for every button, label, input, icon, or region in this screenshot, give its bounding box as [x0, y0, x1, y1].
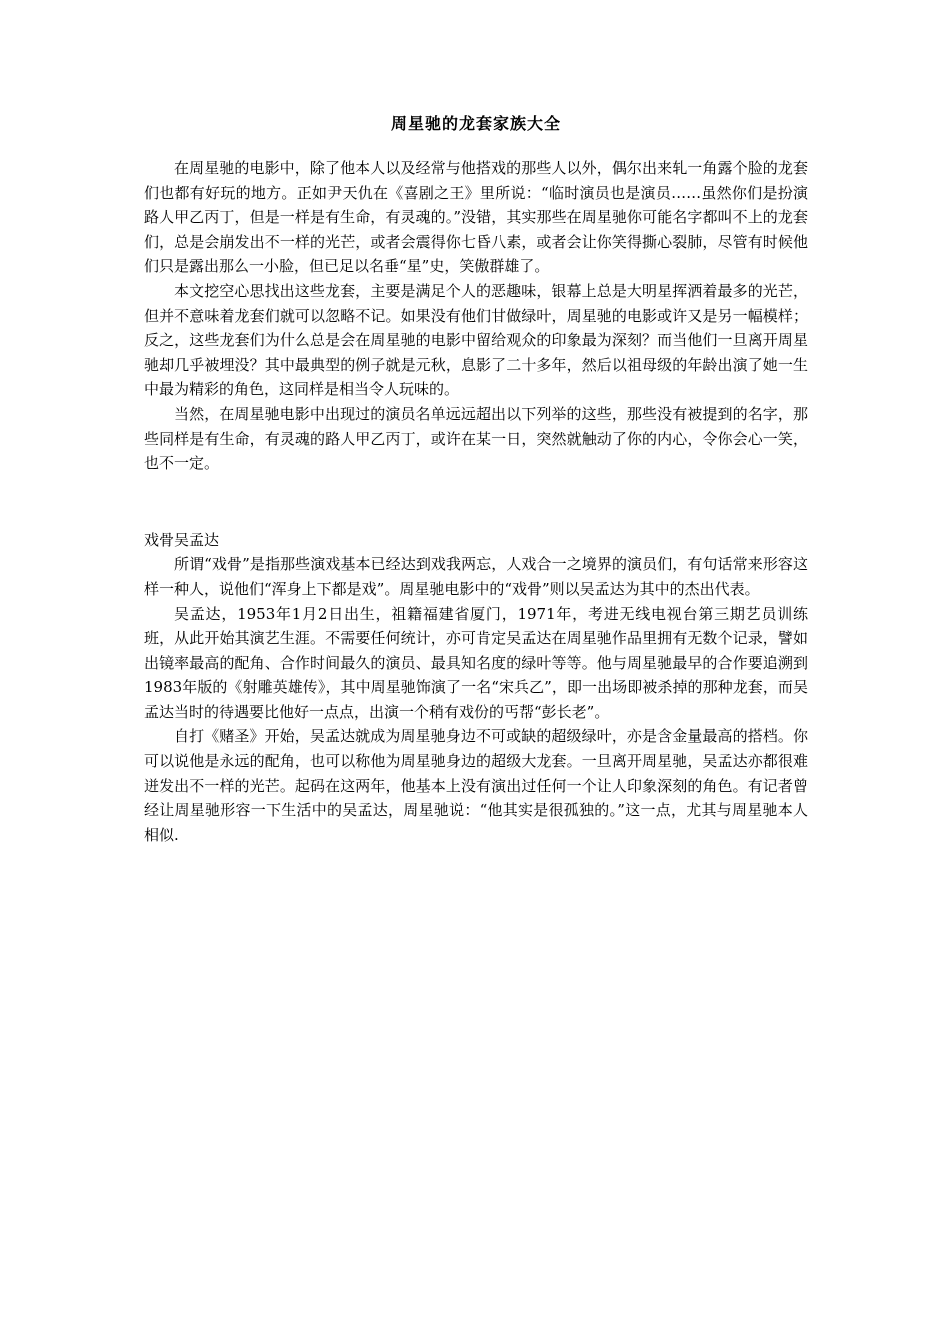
intro-section — [144, 156, 808, 476]
intro-paragraph: 本文挖空心思找出这些龙套，主要是满足个人的恶趣味，银幕上总是大明星挥洒着最多的光芒，但并不意味着龙套们就可以忽略不记。如果没有他们甘做绿叶，周星驰的电影或许又是另一幅模样；反之，这些龙套们为什么总是会在周星驰的电影中留给观众的印象最为深刻？而当他们一旦离开周星驰却几乎被埋没？其中最典型的例子就是元秋，息影了二十多年，然后以祖母级的年龄出演了她一生中最为精彩的角色，这同样是相当令人玩味的。 — [144, 281, 808, 399]
intro-paragraph: 当然，在周星驰电影中出现过的演员名单远远超出以下列举的这些，那些没有被提到的名字，那些同样是有生命，有灵魂的路人甲乙丙丁，或许在某一日，突然就触动了你的内心，令你会心一笑，也不一定。 — [144, 404, 808, 473]
intro-paragraph: 在周星驰的电影中，除了他本人以及经常与他搭戏的那些人以外，偶尔出来轧一角露个脸的龙套们也都有好玩的地方。正如尹天仇在《喜剧之王》里所说：“临时演员也是演员……虽然你们是扮演路人甲乙丙丁，但是一样是有生命，有灵魂的。”没错，其实那些在周星驰你可能名字都叫不上的龙套们，总是会崩发出不一样的光芒，或者会震得你七昏八素，或者会让你笑得撕心裂肺，尽管有时候他们只是露出那么一小脸，但已足以名垂“星”史，笑傲群雄了。 — [144, 159, 808, 276]
section-heading: 戏骨吴孟达 — [144, 530, 220, 549]
document-title: 周星驰的龙套家族大全 — [390, 114, 561, 133]
section-paragraph: 自打《赌圣》开始，吴孟达就成为周星驰身边不可或缺的超级绿叶，亦是含金量最高的搭档。你可以说他是永远的配角，也可以称他为周星驰身边的超级大龙套。一旦离开周星驰，吴孟达亦都很难迸发出不一样的光芒。起码在这两年，他基本上没有演出过任何一个让人印象深刻的角色。有记者曾经让周星驰形容一下生活中的吴孟达，周星驰说：“他其实是很孤独的。”这一点，尤其与周星驰本人相似. — [144, 727, 808, 844]
section-paragraph: 吴孟达，1953年1月2日出生，祖籍福建省厦门，1971年，考进无线电视台第三期艺员训练班，从此开始其演艺生涯。不需要任何统计，亦可肯定吴孟达在周星驰作品里拥有无数个记录，譬如出镜率最高的配角、合作时间最久的演员、最具知名度的绿叶等等。他与周星驰最早的合作要追溯到1983年版的《射雕英雄传》，其中周星驰饰演了一名“宋兵乙”，即一出场即被杀掉的那种龙套，而吴孟达当时的待遇要比他好一点点，出演一个稍有戏份的丐帮“彭长老”。 — [144, 604, 808, 721]
document-page — [144, 112, 808, 847]
section-wu-mengda — [144, 528, 808, 848]
section-paragraph: 所谓“戏骨”是指那些演戏基本已经达到戏我两忘，人戏合一之境界的演员们，有句话常来形容这样一种人，说他们“浑身上下都是戏”。周星驰电影中的“戏骨”则以吴孟达为其中的杰出代表。 — [144, 555, 808, 598]
